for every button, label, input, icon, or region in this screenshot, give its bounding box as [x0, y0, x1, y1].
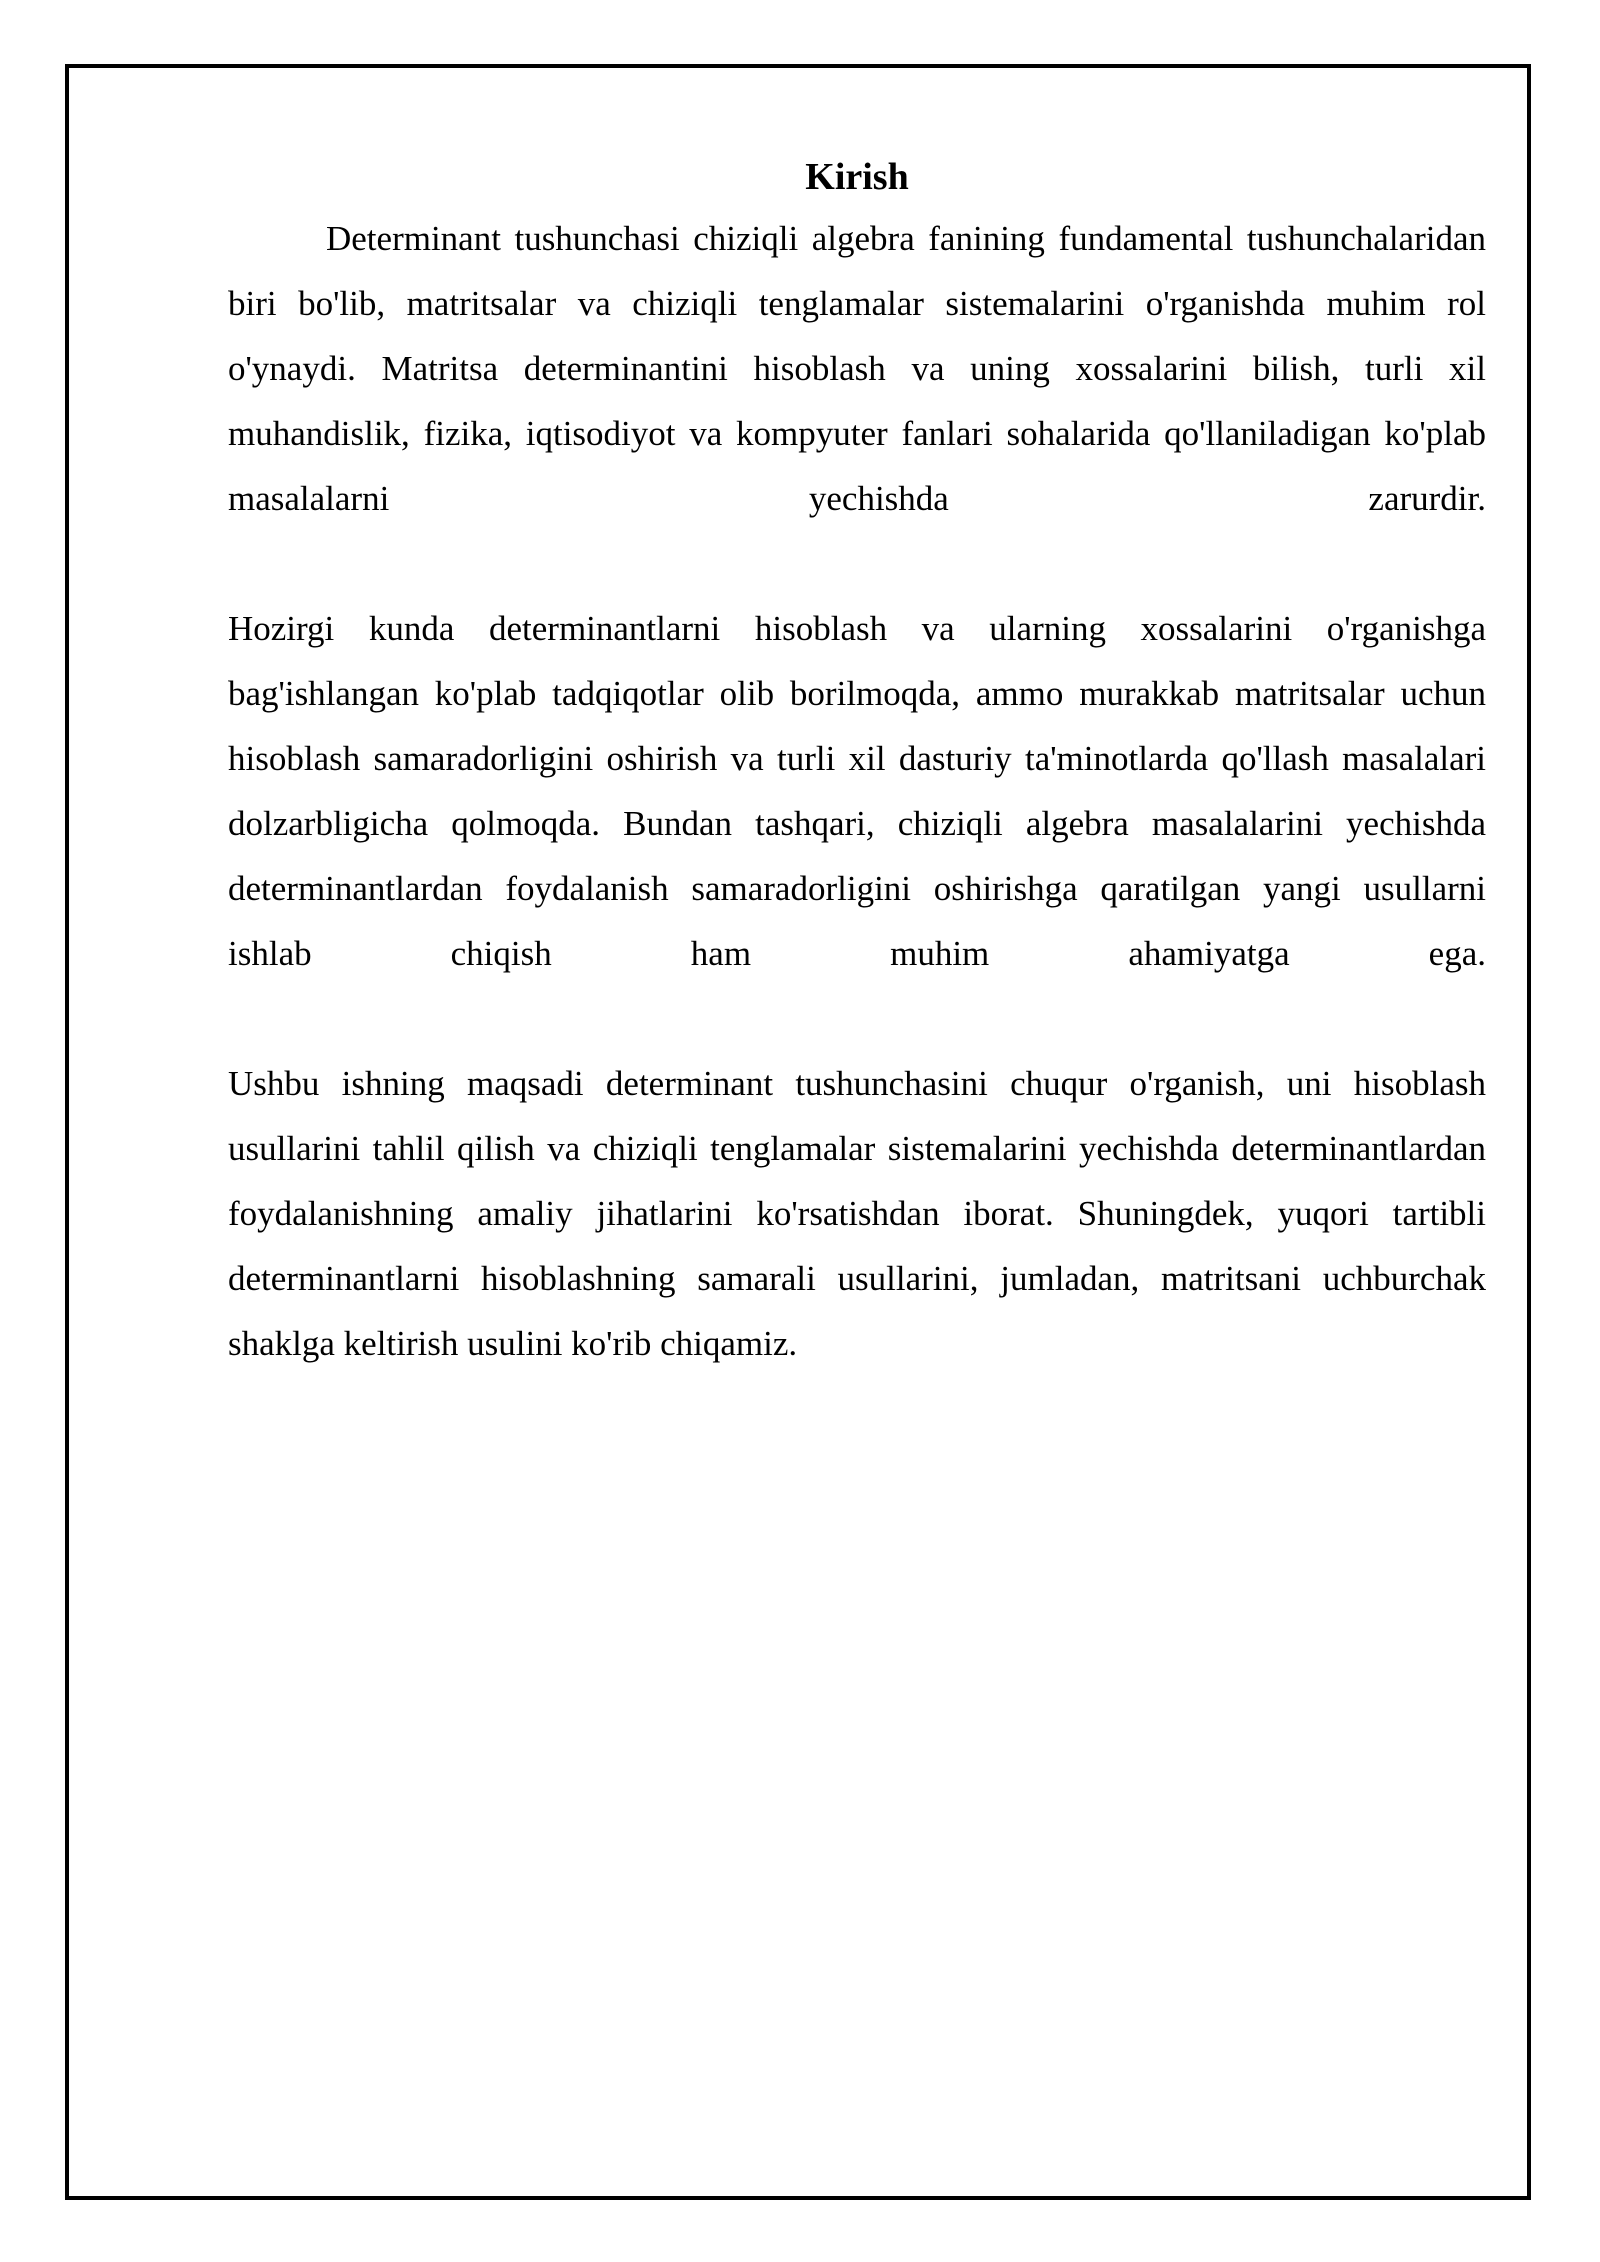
paragraph-2: Hozirgi kunda determinantlarni hisoblash va ularning xossalarini o'rganishga bag'ishlangan ko'plab tadqiqotlar olib borilmoqda, ammo murakkab matritsalar uchun hisoblash samaradorligini oshirish va turli xil dasturiy ta'minotlarda qo'llash masalalari dolzarbligicha qolmoqda. Bundan tashqari, chiziqli algebra masalalarini yechishda determinantlardan foydalanish samaradorligini oshirishga qaratilgan yangi usullarni ishlab chiqish ham muhim ahamiyatga ega.	[228, 609, 1486, 973]
document-body	[228, 148, 1486, 1376]
section-title: Kirish	[805, 156, 909, 198]
paragraph-1: Determinant tushunchasi chiziqli algebra fanining fundamental tushunchalaridan biri bo'lib, matritsalar va chiziqli tenglamalar sistemalarini o'rganishda muhim rol o'ynaydi. Matritsa determinantini hisoblash va uning xossalarini bilish, turli xil muhandislik, fizika, iqtisodiyot va kompyuter fanlari sohalarida qo'llaniladigan ko'plab masalalarni yechishda zarurdir.	[228, 219, 1486, 518]
paragraph-gap	[228, 531, 1486, 596]
paragraph-3: Ushbu ishning maqsadi determinant tushunchasini chuqur o'rganish, uni hisoblash usullarini tahlil qilish va chiziqli tenglamalar sistemalarini yechishda determinantlardan foydalanishning amaliy jihatlarini ko'rsatishdan iborat. Shuningdek, yuqori tartibli determinantlarni hisoblashning samarali usullarini, jumladan, matritsani uchburchak shaklga keltirish usulini ko'rib chiqamiz.	[228, 1064, 1486, 1363]
paragraph-gap	[228, 986, 1486, 1051]
